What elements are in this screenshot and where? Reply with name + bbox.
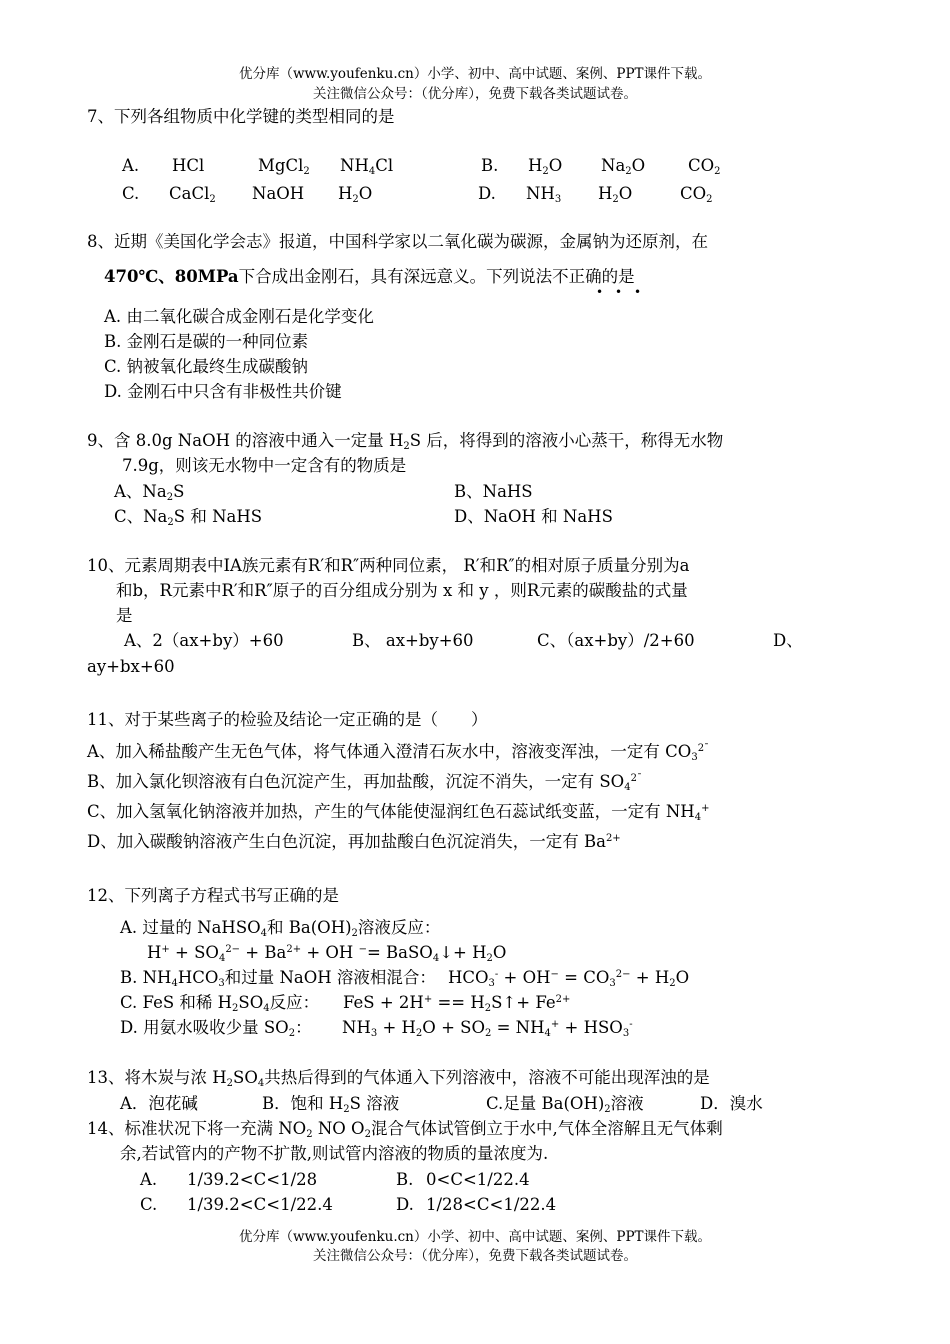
q14-stem-1: 14、标准状况下将一充满 $NO_2$ NO $O_2$混合气体试管倒立于水中,气体全溶解且无气体剩 (87, 1119, 723, 1140)
q12-option-c-equation: FeS + $2H^+ == H_2S↑+ Fe^{2+}$ (343, 993, 571, 1014)
q13-stem: 13、将木炭与浓 $H_2SO_4$共热后得到的气体通入下列溶液中，溶液不可能出现浑浊的是 (87, 1068, 710, 1089)
q12-option-b-equation: $HCO_3^- + OH^- = CO_3^{2-} + H_2O$ (448, 968, 690, 989)
q10-stem-1: 10、元素周期表中ⅠA族元素有R′和R″两种同位素， R′和R″的相对原子质量分别为a (87, 556, 690, 575)
q12-option-a-equation: $H^+ + SO_4^{2-} + Ba^{2+}$ + OH −= BaSO$_4$↓+ $H_2O$ (147, 943, 507, 964)
q13-option-d: D．溴水 (700, 1094, 763, 1113)
q11-option-a: A、加入稀盐酸产生无色气体，将气体通入澄清石灰水中，溶液变浑浊，一定有 $CO_3^{2¯}$ (87, 742, 710, 763)
q12-option-d-equation: $NH_3 + H_2O + SO_2 = NH_4^+ + HSO_3^-$ (342, 1018, 633, 1039)
q12-option-c: C. FeS 和稀 $H_2SO_4$反应： (120, 993, 320, 1014)
q13-option-c: C.足量 $Ba(OH)_2$溶液 (486, 1094, 644, 1115)
q12-option-d: D. 用氨水吸收少量 $SO_2$： (120, 1018, 312, 1039)
q9-option-a: A、$Na_2S$ (114, 482, 185, 503)
footer-line-2: 关注微信公众号：（优分库），免费下载各类试题试卷。 (313, 1248, 637, 1264)
q9-option-c: C、$Na_2S$ 和 NaHS (114, 507, 263, 528)
q10-stem-2: 和b，R元素中R′和R″原子的百分组成分别为 x 和 y ，则R元素的碳酸盐的式量 (116, 581, 688, 600)
q10-option-d: ay+bx+60 (87, 657, 175, 676)
q13-option-b: B．饱和 $H_2S$ 溶液 (262, 1094, 400, 1115)
header-line-1: 优分库（www.youfenku.cn）小学、初中、高中试题、案例、PPT课件下载。 (238, 66, 712, 82)
q12-option-a: A. 过量的 NaHSO$_4$和 $Ba(OH)_2$溶液反应： (120, 918, 441, 939)
q14-stem-2: 余,若试管内的产物不扩散,则试管内溶液的物质的量浓度为. (120, 1144, 549, 1163)
q9-option-d: D、NaOH 和 NaHS (454, 507, 613, 526)
q8-option-d: D. 金刚石中只含有非极性共价键 (104, 382, 342, 401)
q10-option-c: C、（ax+by）/2+60 (537, 631, 695, 650)
q8-option-b: B. 金刚石是碳的一种同位素 (104, 332, 309, 351)
header-line-2: 关注微信公众号：（优分库），免费下载各类试题试卷。 (313, 86, 637, 102)
footer-line-1: 优分库（www.youfenku.cn）小学、初中、高中试题、案例、PPT课件下载。 (238, 1229, 712, 1245)
q10-option-b: B、 ax+by+60 (352, 631, 474, 650)
q11-option-d: D、加入碳酸钠溶液产生白色沉淀，再加盐酸白色沉淀消失，一定有 $Ba^{2+}$ (87, 832, 621, 851)
q12-option-b: B. $NH_4HCO_3$和过量 NaOH 溶液相混合： (120, 968, 436, 989)
q9-option-b: B、NaHS (454, 482, 533, 501)
q11-option-b: B、加入氯化钡溶液有白色沉淀产生，再加盐酸，沉淀不消失，一定有 $SO_4^{2¯}$ (87, 772, 642, 793)
q9-stem: 9、含 8.0g NaOH 的溶液中通入一定量 $H_2S$ 后，将得到的溶液小心蒸干，称得无水物 (87, 431, 724, 452)
q7-stem: 7、下列各组物质中化学键的类型相同的是 (87, 107, 395, 126)
q10-stem-3: 是 (116, 606, 133, 625)
q12-stem: 12、下列离子方程式书写正确的是 (87, 886, 339, 905)
q11-stem: 11、对于某些离子的检验及结论一定正确的是（ ） (87, 710, 488, 729)
q10-option-d-label: D、 (773, 631, 803, 650)
q8-option-c: C. 钠被氧化最终生成碳酸钠 (104, 357, 309, 376)
q10-option-a: A、2（ax+by）+60 (124, 631, 284, 650)
q8-option-a: A. 由二氧化碳合成金刚石是化学变化 (104, 307, 374, 326)
q8-stem-2: 470℃、80MPa下合成出金刚石，具有深远意义。下列说法不正确的是 (104, 267, 635, 286)
q13-option-a: A．泡花碱 (120, 1094, 198, 1113)
q11-option-c: C、加入氢氧化钠溶液并加热，产生的气体能使湿润红色石蕊试纸变蓝，一定有 $NH_4^+$ (87, 802, 710, 823)
q9-stem-2: 7.9g，则该无水物中一定含有的物质是 (122, 456, 407, 475)
q8-stem: 8、近期《美国化学会志》报道，中国科学家以二氧化碳为碳源，金属钠为还原剂，在 (87, 232, 708, 251)
